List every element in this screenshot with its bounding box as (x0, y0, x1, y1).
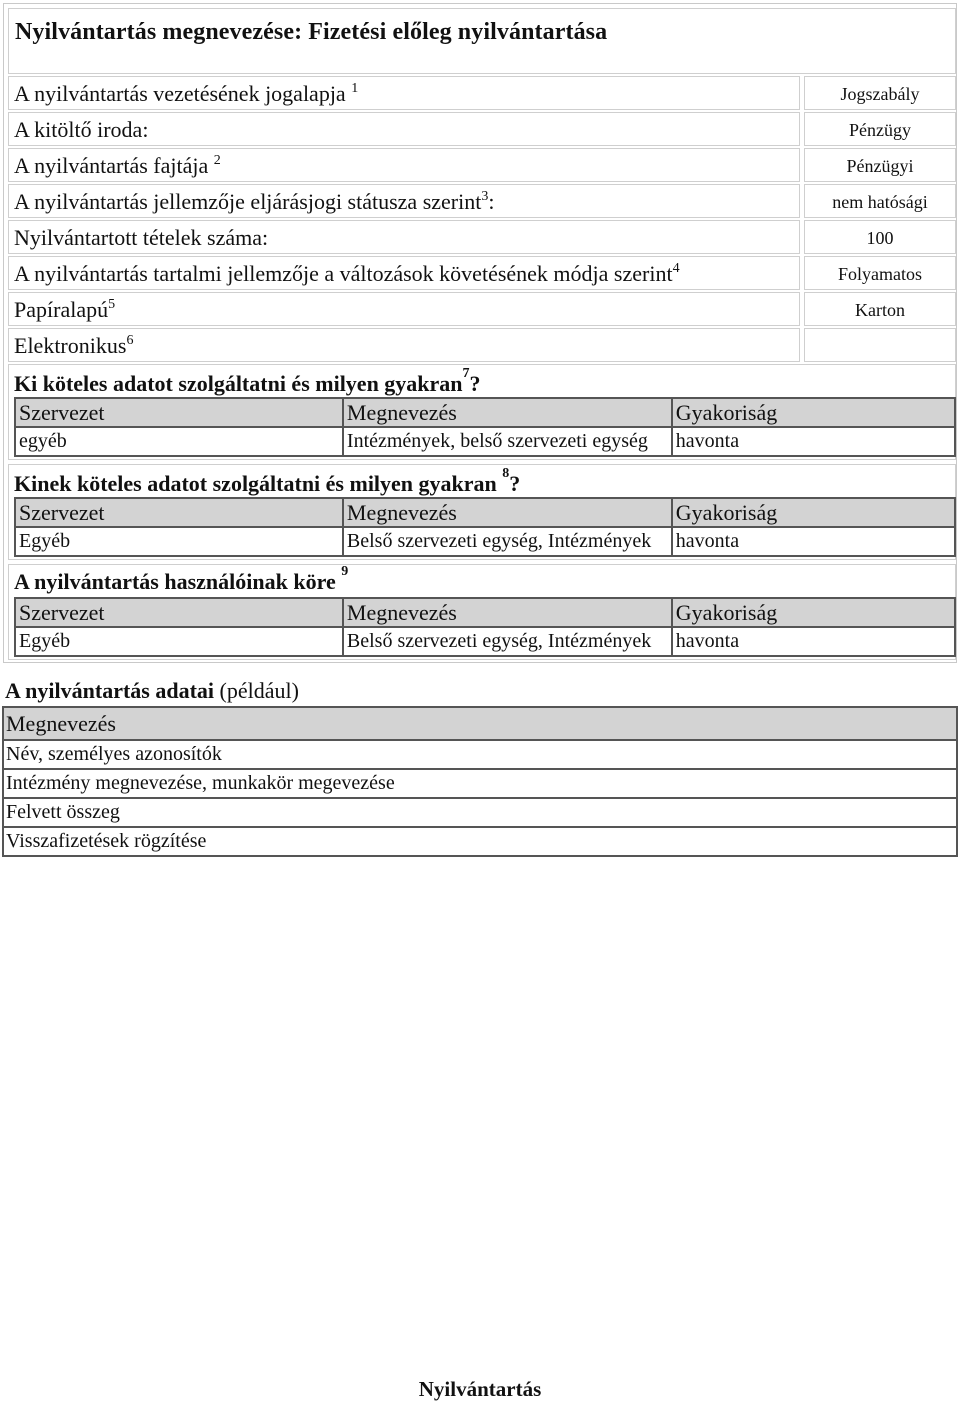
section-heading: Kinek köteles adatot szolgáltatni és milyen gyakran $^8$? (14, 466, 521, 496)
table-row (3, 827, 957, 856)
info-value: Pénzügyi (804, 148, 956, 182)
info-value: Jogszabály (804, 76, 956, 110)
info-value: Karton (804, 292, 956, 326)
col-header-name: Megnevezés (343, 498, 672, 527)
col-header-name: Megnevezés (343, 398, 672, 427)
cell-name: Név, személyes azonosítók (3, 740, 957, 769)
table-header-row (15, 398, 955, 427)
info-label: A nyilvántartás vezetésének jogalapja $^1$ (8, 76, 800, 110)
table-row (15, 627, 955, 656)
users-table (14, 597, 956, 657)
section-data-providers (8, 364, 956, 460)
cell-name: Belső szervezeti egység, Intézmények (343, 627, 672, 656)
table-row (15, 527, 955, 556)
table-row (3, 798, 957, 827)
cell-frequency: havonta (672, 527, 955, 556)
col-header-organization: Szervezet (15, 398, 343, 427)
col-header-frequency: Gyakoriság (672, 398, 955, 427)
col-header-frequency: Gyakoriság (672, 498, 955, 527)
cell-frequency: havonta (672, 427, 955, 456)
info-value: nem hatósági (804, 184, 956, 218)
providers-table (14, 397, 956, 457)
data-fields-table (2, 706, 958, 857)
cell-name: Visszafizetések rögzítése (3, 827, 957, 856)
table-header-row (15, 598, 955, 627)
cell-name: Belső szervezeti egység, Intézmények (343, 527, 672, 556)
cell-organization: Egyéb (15, 627, 343, 656)
info-value: Pénzügy (804, 112, 956, 146)
info-label: Elektronikus$^6$ (8, 328, 800, 362)
col-header-organization: Szervezet (15, 598, 343, 627)
col-header-frequency: Gyakoriság (672, 598, 955, 627)
info-label: Papíralapú$^5$ (8, 292, 800, 326)
section-data-recipients (8, 464, 956, 560)
section-heading: A nyilvántartás használóinak köre $^9$ (14, 564, 349, 594)
section-users (8, 564, 956, 660)
info-label: A nyilvántartás jellemzője eljárásjogi státusza szerint$^3$: (8, 184, 800, 218)
section-heading: Ki köteles adatot szolgáltatni és milyen gyakran$^7$? (14, 366, 481, 396)
title-box (8, 8, 956, 74)
info-value: 100 (804, 220, 956, 254)
recipients-table (14, 497, 956, 557)
cell-organization: egyéb (15, 427, 343, 456)
table-row (15, 427, 955, 456)
page-title: Nyilvántartás megnevezése: Fizetési előleg nyilvántartása (15, 19, 608, 45)
col-header-organization: Szervezet (15, 498, 343, 527)
info-value: Folyamatos (804, 256, 956, 290)
table-row (3, 769, 957, 798)
info-value (804, 328, 956, 362)
col-header-name: Megnevezés (3, 707, 957, 740)
col-header-name: Megnevezés (343, 598, 672, 627)
info-label: Nyilvántartott tételek száma: (8, 220, 800, 254)
info-label: A nyilvántartás tartalmi jellemzője a változások követésének módja szerint$^4$ (8, 256, 800, 290)
cell-name: Intézmény megnevezése, munkakör megevezése (3, 769, 957, 798)
table-header-row (3, 707, 957, 740)
info-label: A kitöltő iroda: (8, 112, 800, 146)
cell-name: Felvett összeg (3, 798, 957, 827)
info-label: A nyilvántartás fajtája $^2$ (8, 148, 800, 182)
page-footer: Nyilvántartás (418, 1377, 542, 1401)
data-section-title: A nyilvántartás adatai (például) (5, 678, 299, 703)
cell-frequency: havonta (672, 627, 955, 656)
record-form (3, 3, 957, 663)
table-header-row (15, 498, 955, 527)
cell-organization: Egyéb (15, 527, 343, 556)
cell-name: Intézmények, belső szervezeti egység (343, 427, 672, 456)
table-row (3, 740, 957, 769)
